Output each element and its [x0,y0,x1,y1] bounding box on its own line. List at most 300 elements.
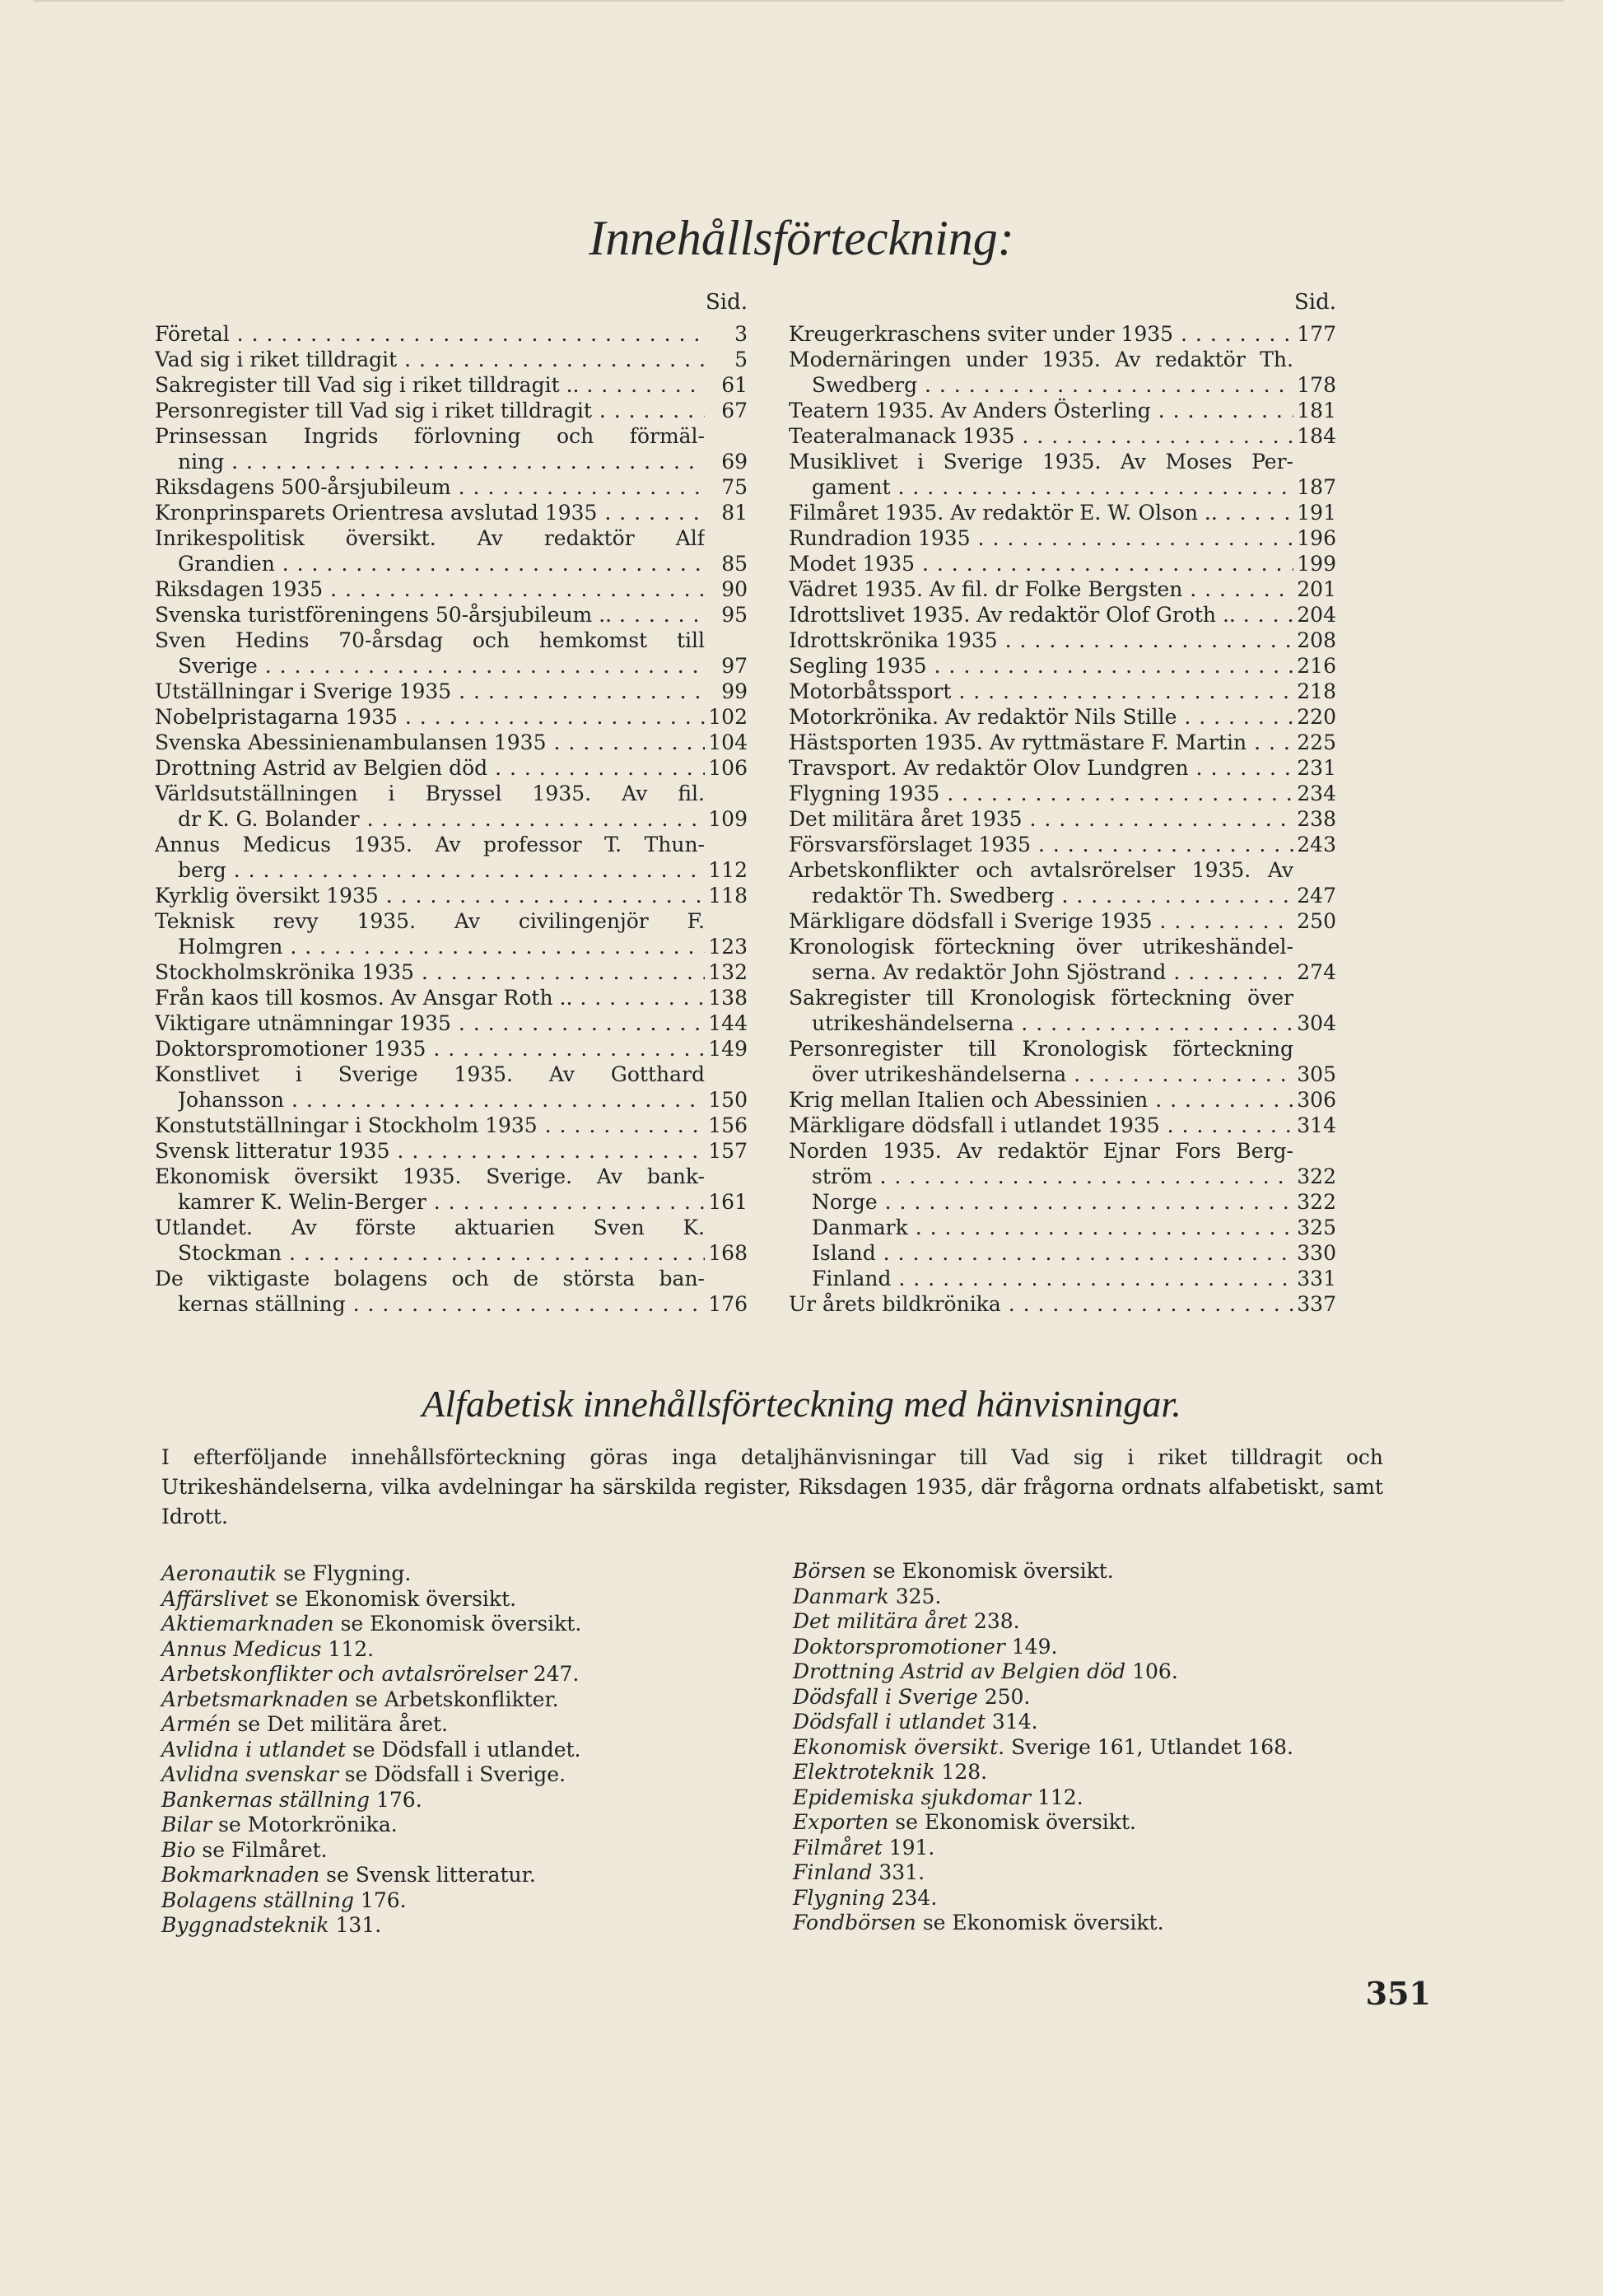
index-reference: 131. [329,1913,382,1937]
toc-entry-title: De viktigaste bolagens och de största ban- [155,1267,705,1290]
index-term: Doktorspromotioner [793,1634,1005,1659]
index-term: Bolagens ställning [161,1888,354,1912]
toc-entry-page: 81 [721,501,748,525]
toc-right-list [789,321,1336,1317]
index-reference: 234. [884,1885,938,1910]
toc-entry-title: Företal . . . [155,321,705,347]
toc-entry [155,755,748,781]
toc-entry-title: ning . . . [178,449,705,474]
toc-entry-title: Nobelpristagarna 1935 . . . [155,704,705,730]
toc-entry-title: Krig mellan Italien och Abessinien . . . [789,1087,1293,1113]
index-entry [793,1886,1386,1911]
index-reference: se Arbetskonflikter. [348,1687,559,1711]
toc-entry [155,985,748,1010]
index-term: Bilar [161,1813,212,1836]
toc-entry [155,1113,748,1138]
toc-entry-title: Personregister till Vad sig i riket tilldragit . . . [155,398,705,423]
index-entry [161,1738,754,1763]
toc-entry-page: 187 [1297,475,1336,499]
index-reference: se Ekonomisk översikt. [268,1586,517,1611]
toc-entry [155,704,748,730]
alphabetic-index-title: Alfabetisk innehållsförteckning med hänvisningar. [422,1383,1181,1425]
toc-entry-page: 149 [708,1037,748,1061]
toc-entry-title: Svensk litteratur 1935 . . . [155,1138,705,1164]
page-number: 351 [1365,1975,1431,2012]
toc-entry-title: Danmark . . . [812,1215,1293,1240]
toc-entry [789,551,1336,576]
toc-entry [155,423,748,474]
toc-entry-title: Utställningar i Sverige 1935 . . . [155,679,705,704]
index-entry [793,1785,1386,1811]
toc-entry-title: Sven Hedins 70-årsdag och hemkomst till [155,628,705,652]
toc-entry [155,1138,748,1164]
toc-entry-title: Norge . . . [812,1189,1293,1215]
index-entry [793,1911,1386,1936]
toc-entry-title: Rundradion 1935 . . . [789,525,1293,551]
toc-entry [789,1291,1336,1317]
toc-entry [155,576,748,602]
toc-entry-title: Kyrklig översikt 1935 . . . [155,883,705,908]
index-reference: se Flygning. [277,1561,412,1585]
toc-entry-title: Stockman . . . [178,1240,705,1266]
index-term: Armén [161,1712,231,1736]
toc-entry-page: 112 [708,858,748,882]
alphabetic-index-intro: I efterföljande innehållsförteckning göras inga detaljhänvisningar till Vad sig i riket tilldragit och Utrikeshändelserna, vilka avdelningar ha särskilda register, Riksdagen 1935, där frågorna ordnats alfabetiskt, samt Idrott. [161,1445,1383,1528]
toc-entry-title: Kreugerkraschens sviter under 1935 . . . [789,321,1293,347]
index-term: Finland [793,1860,873,1884]
toc-entry-page: 161 [708,1190,748,1214]
toc-entry [789,1138,1336,1189]
sid-header-right: Sid. [1293,290,1336,315]
toc-entry-page: 85 [721,552,748,576]
toc-entry [155,781,748,832]
toc-entry-page: 168 [708,1241,748,1265]
toc-entry [789,449,1336,500]
toc-entry-title: Idrottskrönika 1935 . . . [789,628,1293,653]
toc-entry-title: Doktorspromotioner 1935 . . . [155,1036,705,1062]
index-term: Börsen [793,1559,867,1583]
index-reference: 128. [934,1760,988,1784]
toc-entry-title: Sverige . . . [178,653,705,679]
index-term: Epidemiska sjukdomar [793,1785,1032,1809]
index-entry [793,1584,1386,1610]
toc-entry-page: 274 [1297,960,1336,984]
toc-entry [789,985,1336,1036]
toc-entry-page: 306 [1297,1088,1336,1112]
index-reference: se Svensk litteratur. [319,1863,536,1887]
toc-entry [155,347,748,372]
toc-entry-title: Kronprinsparets Orientresa avslutad 1935 . . . [155,500,705,525]
toc-entry-page: 69 [721,450,748,474]
index-term: Arbetskonflikter och avtalsrörelser [161,1662,527,1686]
toc-entry [789,1087,1336,1113]
toc-entry-page: 231 [1297,756,1336,780]
alphabetic-index-left [161,1561,754,1939]
index-entry [793,1810,1386,1836]
toc-entry-page: 104 [708,730,748,754]
toc-entry [789,576,1336,602]
toc-entry [155,679,748,704]
toc-entry-page: 225 [1297,730,1336,754]
toc-entry-title: Modet 1935 . . . [789,551,1293,576]
index-reference: 112. [321,1636,375,1661]
toc-entry [155,1266,748,1317]
toc-entry-title: Musiklivet i Sverige 1935. Av Moses Per- [789,450,1293,474]
toc-entry [155,908,748,959]
toc-entry-page: 150 [708,1088,748,1112]
toc-entry [155,602,748,628]
index-term: Filmåret [793,1835,883,1860]
toc-entry-page: 314 [1297,1113,1336,1137]
toc-entry-page: 95 [721,603,748,627]
index-entry [793,1760,1386,1785]
toc-entry-page: 201 [1297,577,1336,601]
toc-entry-page: 331 [1297,1267,1336,1290]
toc-entry [789,781,1336,806]
toc-entry-page: 157 [708,1139,748,1163]
toc-entry-title: gament . . . [812,474,1293,500]
toc-entry-title: serna. Av redaktör John Sjöstrand . . . [812,959,1293,985]
toc-entry-title: över utrikeshändelserna . . . [812,1062,1293,1087]
toc-entry-page: 156 [708,1113,748,1137]
toc-entry-page: 199 [1297,552,1336,576]
toc-left-column [155,290,748,1317]
index-entry [793,1559,1386,1584]
index-term: Avlidna svenskar [161,1762,338,1786]
toc-entry-title: Prinsessan Ingrids förlovning och förmäl- [155,424,705,448]
toc-entry-title: Personregister till Kronologisk förteckning [789,1037,1293,1061]
toc-entry-page: 216 [1297,654,1336,678]
index-reference: 149. [1004,1634,1058,1659]
index-reference: se Dödsfall i Sverige. [338,1762,566,1786]
index-reference: 176. [353,1888,407,1912]
toc-entry-title: Travsport. Av redaktör Olov Lundgren . . . [789,755,1293,781]
toc-entry [789,806,1336,832]
toc-entry-title: Märkligare dödsfall i Sverige 1935 . . . [789,908,1293,934]
index-term: Flygning [793,1885,885,1910]
index-term: Dödsfall i utlandet [793,1710,986,1734]
index-reference: se Dödsfall i utlandet. [346,1737,581,1762]
toc-entry-title: Swedberg . . . [812,372,1293,398]
toc-entry-title: Finland . . . [812,1266,1293,1291]
toc-entry [789,500,1336,525]
index-term: Drottning Astrid av Belgien död [793,1659,1126,1683]
toc-entry-title: Riksdagen 1935 . . . [155,576,705,602]
toc-entry-title: Konstutställningar i Stockholm 1935 . . . [155,1113,705,1138]
toc-entry-page: 176 [708,1292,748,1316]
index-entry [793,1635,1386,1660]
toc-entry-title: Segling 1935 . . . [789,653,1293,679]
toc-entry-title: ström . . . [812,1164,1293,1189]
toc-entry-page: 234 [1297,782,1336,805]
toc-entry [789,755,1336,781]
toc-entry-title: Världsutställningen i Bryssel 1935. Av fil. [155,782,705,805]
toc-entry-title: Teatern 1935. Av Anders Österling . . . [789,398,1293,423]
toc-entry-page: 208 [1297,628,1336,652]
toc-entry-title: Försvarsförslaget 1935 . . . [789,832,1293,857]
toc-entry-title: Det militära året 1935 . . . [789,806,1293,832]
toc-entry [155,398,748,423]
toc-entry-title: redaktör Th. Swedberg . . . [812,883,1293,908]
toc-entry-title: Svenska Abessinienambulansen 1935 . . . [155,730,705,755]
toc-entry-title: Vad sig i riket tilldragit . . . [155,347,705,372]
toc-entry-title: Drottning Astrid av Belgien död . . . [155,755,705,781]
toc-entry-page: 247 [1297,884,1336,908]
toc-entry-page: 90 [721,577,748,601]
toc-entry-title: berg . . . [178,857,705,883]
toc-entry-title: kernas ställning . . . [178,1291,705,1317]
toc-entry [789,934,1336,985]
toc-entry-page: 97 [721,654,748,678]
toc-entry-title: Modernäringen under 1935. Av redaktör Th. [789,348,1293,371]
index-entry [161,1813,754,1838]
toc-entry-title: dr K. G. Bolander . . . [178,806,705,832]
index-term: Ekonomisk översikt. [793,1734,1005,1759]
toc-entry [789,398,1336,423]
toc-entry-title: Inrikespolitisk översikt. Av redaktör Alf [155,526,705,550]
toc-entry [789,857,1336,908]
toc-entry-title: Utlandet. Av förste aktuarien Sven K. [155,1216,705,1239]
index-reference: se Motorkrönika. [212,1813,398,1836]
toc-entry [789,602,1336,628]
toc-entry-page: 178 [1297,373,1336,397]
toc-entry-title: Kronologisk förteckning över utrikeshändel- [789,935,1293,959]
index-term: Aeronautik [161,1561,277,1585]
toc-entry [789,321,1336,347]
top-edge-rule [33,0,1564,7]
index-entry [793,1860,1386,1886]
index-reference: se Ekonomisk översikt. [888,1810,1136,1834]
toc-entry-page: 238 [1297,807,1336,831]
toc-entry-page: 322 [1297,1190,1336,1214]
toc-entry [155,500,748,525]
toc-entry-title: Ekonomisk översikt 1935. Sverige. Av bank- [155,1164,705,1188]
toc-entry-title: Grandien . . . [178,551,705,576]
index-entry [161,1863,754,1888]
toc-entry-title: Island . . . [812,1240,1293,1266]
toc-entry [155,883,748,908]
index-term: Danmark [793,1584,889,1608]
index-reference: 176. [370,1787,422,1812]
index-entry [161,1662,754,1687]
index-reference: Sverige 161, Utlandet 168. [1004,1734,1293,1759]
toc-entry-title: Holmgren . . . [178,934,705,959]
toc-entry-title: Sakregister till Vad sig i riket tilldragit .. . . . [155,372,705,398]
toc-entry [155,1215,748,1266]
index-entry [161,1587,754,1612]
toc-entry-page: 304 [1297,1011,1336,1035]
toc-entry [155,832,748,883]
toc-entry-page: 67 [721,399,748,422]
index-term: Affärslivet [161,1586,269,1611]
index-term: Arbetsmarknaden [161,1687,349,1711]
toc-entry-title: Svenska turistföreningens 50-årsjubileum .. . . . [155,602,705,628]
toc-entry-page: 325 [1297,1216,1336,1239]
index-entry [161,1888,754,1914]
toc-entry [789,730,1336,755]
index-reference: se Ekonomisk översikt. [333,1612,582,1636]
toc-entry-page: 218 [1297,679,1336,703]
index-term: Det militära året [793,1609,967,1633]
toc-entry-page: 138 [708,986,748,1010]
index-reference: 106. [1125,1659,1178,1683]
toc-entry-title: Norden 1935. Av redaktör Ejnar Fors Berg- [789,1139,1293,1163]
toc-entry-title: Stockholmskrönika 1935 . . . [155,959,705,985]
toc-entry-title: Idrottslivet 1935. Av redaktör Olof Groth .. . . . [789,602,1293,628]
index-term: Dödsfall i Sverige [793,1684,978,1709]
toc-entry [789,908,1336,934]
toc-entry-page: 204 [1297,603,1336,627]
toc-entry-page: 5 [734,348,748,371]
toc-entry-page: 250 [1297,909,1336,933]
toc-entry-page: 337 [1297,1292,1336,1316]
toc-entry-title: Sakregister till Kronologisk förteckning över [789,986,1293,1010]
index-reference: 247. [526,1662,580,1686]
toc-entry [155,474,748,500]
sid-header-left: Sid. [705,290,748,315]
index-entry [161,1913,754,1939]
toc-entry-page: 330 [1297,1241,1336,1265]
index-reference: 238. [967,1609,1020,1633]
index-reference: 191. [882,1835,935,1860]
toc-entry-title: Hästsporten 1935. Av ryttmästare F. Martin . . . [789,730,1293,755]
toc-entry-page: 322 [1297,1164,1336,1188]
toc-entry-title: Teknisk revy 1935. Av civilingenjör F. [155,909,705,933]
index-term: Avlidna i utlandet [161,1737,347,1762]
index-entry [793,1735,1386,1761]
index-entry [793,1710,1386,1735]
toc-entry-page: 184 [1297,424,1336,448]
toc-entry [155,1164,748,1215]
toc-entry [155,372,748,398]
toc-entry-page: 99 [721,679,748,703]
alphabetic-index-right [793,1559,1386,1936]
index-term: Bankernas ställning [161,1787,370,1812]
toc-entry [155,321,748,347]
index-entry [161,1687,754,1713]
index-reference: se Ekonomisk översikt. [916,1911,1164,1934]
index-term: Bokmarknaden [161,1863,320,1887]
toc-entry-page: 61 [721,373,748,397]
index-entry [793,1609,1386,1635]
toc-entry [789,1189,1336,1215]
index-reference: 331. [872,1860,925,1884]
toc-entry-page: 109 [708,807,748,831]
toc-entry-page: 118 [708,884,748,908]
index-entry [161,1712,754,1738]
toc-entry-title: Märkligare dödsfall i utlandet 1935 . . . [789,1113,1293,1138]
toc-entry [789,423,1336,449]
toc-entry [155,1062,748,1113]
toc-entry-page: 144 [708,1011,748,1035]
index-term: Fondbörsen [793,1911,916,1934]
toc-entry-page: 75 [721,475,748,499]
toc-entry-title: Konstlivet i Sverige 1935. Av Gotthard [155,1062,705,1086]
index-term: Byggnadsteknik [161,1913,329,1937]
toc-entry-title: Filmåret 1935. Av redaktör E. W. Olson .. . . . [789,500,1293,525]
index-reference: se Det militära året. [231,1712,449,1736]
toc-entry-page: 243 [1297,833,1336,856]
index-term: Exporten [793,1810,889,1834]
toc-entry-page: 196 [1297,526,1336,550]
index-term: Elektroteknik [793,1760,935,1784]
toc-entry [789,679,1336,704]
toc-left-list [155,321,748,1317]
toc-entry-page: 123 [708,935,748,959]
toc-entry-title: Annus Medicus 1935. Av professor T. Thun- [155,833,705,856]
index-entry [793,1659,1386,1685]
toc-entry [789,704,1336,730]
index-term: Aktiemarknaden [161,1612,334,1636]
toc-right-column [789,290,1336,1317]
toc-entry [789,1036,1336,1087]
toc-entry-page: 305 [1297,1062,1336,1086]
toc-entry-title: Från kaos till kosmos. Av Ansgar Roth .. . . . [155,985,705,1010]
index-entry [161,1561,754,1587]
toc-entry-page: 191 [1297,501,1336,525]
toc-entry [789,1240,1336,1266]
toc-entry [789,832,1336,857]
toc-entry-page: 106 [708,756,748,780]
toc-entry-title: Motorkrönika. Av redaktör Nils Stille . . . [789,704,1293,730]
toc-entry [155,1036,748,1062]
page-title: Innehållsförteckning: [589,211,1014,265]
toc-entry [155,1010,748,1036]
toc-entry [155,525,748,576]
toc-entry [789,1113,1336,1138]
index-entry [161,1788,754,1813]
toc-entry-title: Viktigare utnämningar 1935 . . . [155,1010,705,1036]
index-reference: se Ekonomisk översikt. [866,1559,1114,1583]
toc-entry [155,730,748,755]
toc-entry [155,628,748,679]
toc-entry [789,525,1336,551]
toc-entry-title: Arbetskonflikter och avtalsrörelser 1935. Av [789,858,1293,882]
toc-entry-page: 220 [1297,705,1336,729]
toc-entry-page: 177 [1297,322,1336,346]
index-term: Annus Medicus [161,1636,322,1661]
index-reference: 314. [985,1710,1038,1734]
toc-entry-title: kamrer K. Welin-Berger . . . [178,1189,705,1215]
toc-entry [155,959,748,985]
toc-entry-title: Flygning 1935 . . . [789,781,1293,806]
toc-entry-page: 132 [708,960,748,984]
toc-entry-page: 102 [708,705,748,729]
toc-entry-title: Motorbåtssport . . . [789,679,1293,704]
toc-entry-title: Teateralmanack 1935 . . . [789,423,1293,449]
index-reference: 112. [1031,1785,1083,1809]
toc-entry [789,1215,1336,1240]
toc-entry-title: Vädret 1935. Av fil. dr Folke Bergsten . . . [789,576,1293,602]
index-reference: se Filmåret. [195,1837,328,1862]
index-entry [161,1838,754,1864]
index-reference: 250. [977,1684,1031,1709]
toc-entry-page: 3 [734,322,748,346]
index-entry [161,1762,754,1788]
toc-entry [789,347,1336,398]
toc-entry-title: Riksdagens 500-årsjubileum . . . [155,474,705,500]
index-reference: 325. [888,1584,942,1608]
toc-entry-title: utrikeshändelserna . . . [812,1010,1293,1036]
index-term: Bio [161,1837,196,1862]
toc-entry [789,1266,1336,1291]
index-entry [793,1836,1386,1861]
toc-entry [789,653,1336,679]
toc-entry-page: 181 [1297,399,1336,422]
index-entry [793,1685,1386,1710]
index-entry [161,1637,754,1663]
toc-entry [789,628,1336,653]
